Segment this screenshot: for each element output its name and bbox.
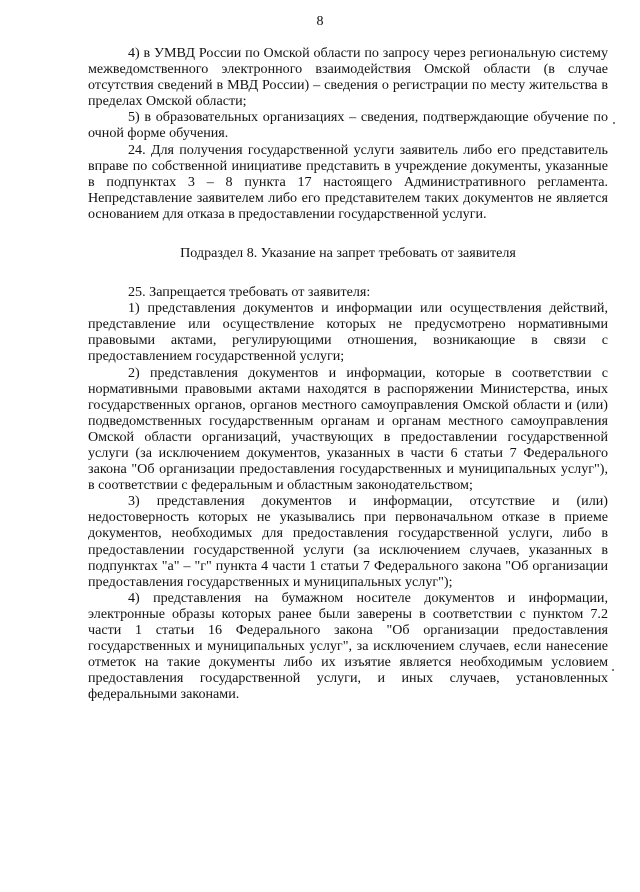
scan-speck [612, 669, 614, 671]
paragraph-item-5-education: 5) в образовательных организациях – сведения, подтверждающие обучение по очной форме обучения. [88, 109, 608, 142]
section-heading: Подраздел 8. Указание на запрет требовать от заявителя [180, 245, 516, 262]
document-body [88, 45, 608, 702]
page-number: 8 [316, 14, 324, 29]
scan-speck [613, 122, 615, 124]
paragraph-clause-25: 25. Запрещается требовать от заявителя: [128, 284, 371, 301]
paragraph-prohibition-4: 4) представления на бумажном носителе документов и информации, электронные образы которых ранее были заверены в соответствии с пунктом 7.2 части 1 статьи 16 Федерального закона "Об организации предоставления государственных и муниципальных услуг", за исключением случаев, если нанесение отметок на такие документы либо их изъятие является необходимым условием предоставления государственной услуги, и иных случаев, установленных федеральными законами. [88, 589, 608, 703]
paragraph-clause-24: 24. Для получения государственной услуги заявитель либо его представитель вправе по собственной инициативе представить в учреждение документы, указанные в подпунктах 3 – 8 пункта 17 настоящего Административного регламента. Непредставление заявителем либо его представителем таких документов не является основанием для отказа в предоставлении государственной услуги. [88, 141, 608, 222]
paragraph-prohibition-3: 3) представления документов и информации, отсутствие и (или) недостоверность которых не указывались при первоначальном отказе в приеме документов, необходимых для предоставления государственной услуги, либо в предоставлении государственной услуги (за исключением случаев, указанных в подпунктах "а" – "г" пункта 4 части 1 статьи 7 Федерального закона "Об организации предоставления государственных и муниципальных услуг"); [88, 493, 608, 590]
paragraph-prohibition-2: 2) представления документов и информации, которые в соответствии с нормативными правовыми актами находятся в распоряжении Министерства, иных государственных органов, органов местного самоуправления Омской области и (или) подведомственных государственным органам и органам местного самоуправления Омской области организаций, участвующих в предоставлении государственной услуги (за исключением документов, указанных в части 6 статьи 7 Федерального закона "Об организации предоставления государственных и муниципальных услуг"), в соответствии с федеральным и областным законодательством; [88, 364, 608, 494]
paragraph-prohibition-1: 1) представления документов и информации или осуществления действий, представление или осуществление которых не предусмотрено нормативными правовыми актами, регулирующими отношения, возникающие в связи с предоставлением государственной услуги; [88, 300, 608, 365]
paragraph-item-4-umvd: 4) в УМВД России по Омской области по запросу через региональную систему межведомственного электронного взаимодействия Омской области (в случае отсутствия сведений в МВД России) – сведения о регистрации по месту жительства в пределах Омской области; [88, 45, 608, 110]
